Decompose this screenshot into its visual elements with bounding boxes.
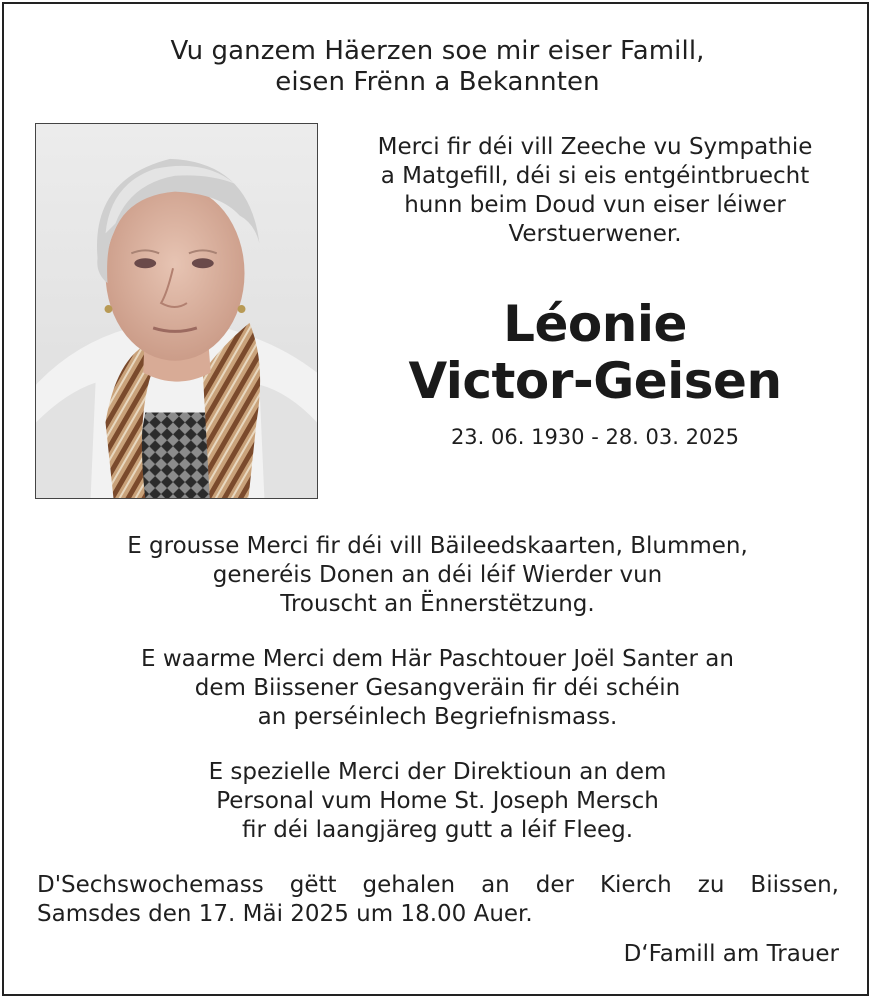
family-signature: D‘Famill am Trauer [623,941,839,967]
thanks-line-1: Merci fir déi vill Zeeche vu Sympathie [377,134,813,160]
thanks-line-4: Verstuerwener. [508,221,682,247]
paragraph-line: fir déi laangjäreg gutt a léif Fleeg. [241,817,634,843]
thanks-line-3: hunn beim Doud vun eiser léiwer [404,192,786,218]
notice-header [60,36,815,98]
thanks-line-2: a Matgefill, déi si eis entgéintbruecht [380,163,810,189]
thanks-paragraph-priest-choir [40,645,835,732]
mass-line-1: D'Sechswochemass gëtt gehalen an der Kierch zu Biissen, [37,872,839,898]
mass-line-2: Samsdes den 17. Mäi 2025 um 18.00 Auer. [37,901,533,927]
header-line-2: eisen Frënn a Bekannten [275,67,600,97]
portrait-photo [35,123,318,499]
paragraph-line: generéis Donen an déi léif Wierder vun [212,562,663,588]
deceased-last-name: Victor-Geisen [408,352,782,410]
deceased-first-name: Léonie [503,295,687,353]
paragraph-line: dem Biissener Gesangveräin fir déi schéin [194,675,681,701]
header-line-1: Vu ganzem Häerzen soe mir eiser Famill, [170,36,705,66]
thanks-paragraph-condolences [40,532,835,619]
paragraph-line: Personal vum Home St. Joseph Mersch [216,788,659,814]
paragraph-line: E grousse Merci fir déi vill Bäileedskaarten, Blummen, [127,533,748,559]
thanks-paragraph-care-home [40,758,835,845]
paragraph-line: E waarme Merci dem Här Paschtouer Joël Santer an [141,646,734,672]
paragraph-line: Trouscht an Ënnerstëtzung. [280,591,595,617]
paragraph-line: an perséinlech Begriefnismass. [257,704,618,730]
memorial-mass-info [37,871,839,929]
thanks-intro [330,133,860,249]
life-dates: 23. 06. 1930 - 28. 03. 2025 [450,425,740,449]
portrait-image [36,124,317,498]
paragraph-line: E spezielle Merci der Direktioun an dem [208,759,667,785]
deceased-name [330,296,860,410]
